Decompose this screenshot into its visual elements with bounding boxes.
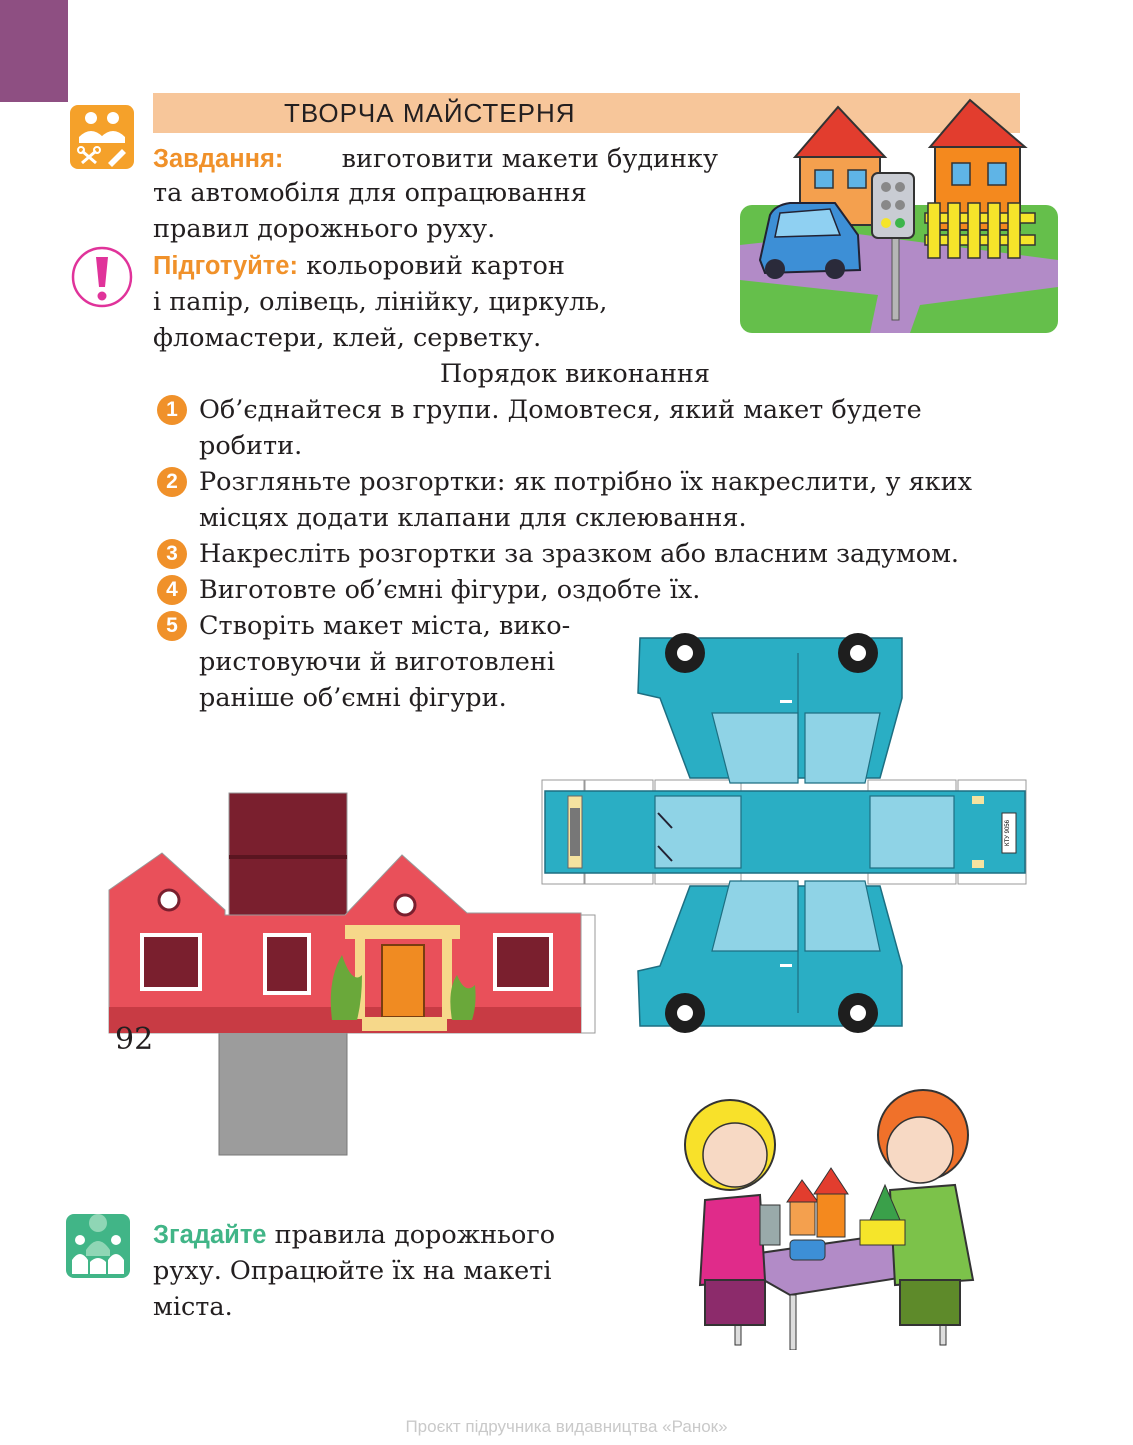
step-1-line-2: робити.	[199, 431, 303, 461]
car-plate: КТУ 9056	[1005, 820, 1011, 846]
corner-tab	[0, 0, 68, 102]
step-5-line-2: ристовуючи й виготовлені	[199, 647, 556, 677]
remember-text-1: правила дорожнього	[274, 1220, 556, 1250]
remember-line-3: міста.	[153, 1292, 233, 1322]
step-5-line-3: раніше об’ємні фігури.	[199, 683, 507, 713]
step-number-2: 2	[157, 467, 187, 497]
prepare-label: Підготуйте:	[153, 252, 298, 280]
footer-note: Проєкт підручника видавництва «Ранок»	[405, 1417, 728, 1436]
group-discussion-icon	[66, 1210, 130, 1280]
step-number-5: 5	[157, 611, 187, 641]
page-number: 92	[115, 1022, 154, 1057]
car-net-template	[540, 628, 1030, 1036]
step-number-3: 3	[157, 539, 187, 569]
attention-icon	[70, 245, 134, 309]
section-title: ТВОРЧА МАЙСТЕРНЯ	[284, 98, 576, 128]
step-1-line-1: Об’єднайтеся в групи. Домовтеся, який макет будете	[199, 395, 922, 425]
remember-label: Згадайте	[153, 1221, 267, 1249]
prepare-line-3: фломастери, клей, серветку.	[153, 323, 542, 353]
step-4-line-1: Виготовте об’ємні фігури, оздобте їх.	[199, 575, 701, 605]
prepare-text-1: кольоровий картон	[306, 251, 565, 281]
workshop-icon	[70, 105, 134, 169]
remember-line-2: руху. Опрацюйте їх на макеті	[153, 1256, 552, 1286]
prepare-line-1	[153, 248, 565, 284]
step-3-line-1: Накресліть розгортки за зразком або власним задумом.	[199, 539, 960, 569]
step-number-4: 4	[157, 575, 187, 605]
house-net-template	[107, 785, 597, 1165]
task-line-1	[153, 141, 718, 177]
task-line-3: правил дорожнього руху.	[153, 214, 496, 244]
step-2-line-2: місцях додати клапани для склеювання.	[199, 503, 747, 533]
city-model-illustration	[740, 95, 1058, 333]
task-line-2: та автомобіля для опрацювання	[153, 178, 587, 208]
step-5-line-1: Створіть макет міста, вико-	[199, 611, 571, 641]
task-label: Завдання:	[153, 145, 284, 173]
task-text-1: виготовити макети будинку	[341, 144, 718, 174]
children-illustration	[655, 1080, 995, 1350]
remember-line-1	[153, 1217, 555, 1253]
step-2-line-1: Розгляньте розгортки: як потрібно їх накреслити, у яких	[199, 467, 972, 497]
prepare-line-2: і папір, олівець, лінійку, циркуль,	[153, 287, 608, 317]
step-number-1: 1	[157, 395, 187, 425]
procedure-heading: Порядок виконання	[440, 359, 711, 389]
